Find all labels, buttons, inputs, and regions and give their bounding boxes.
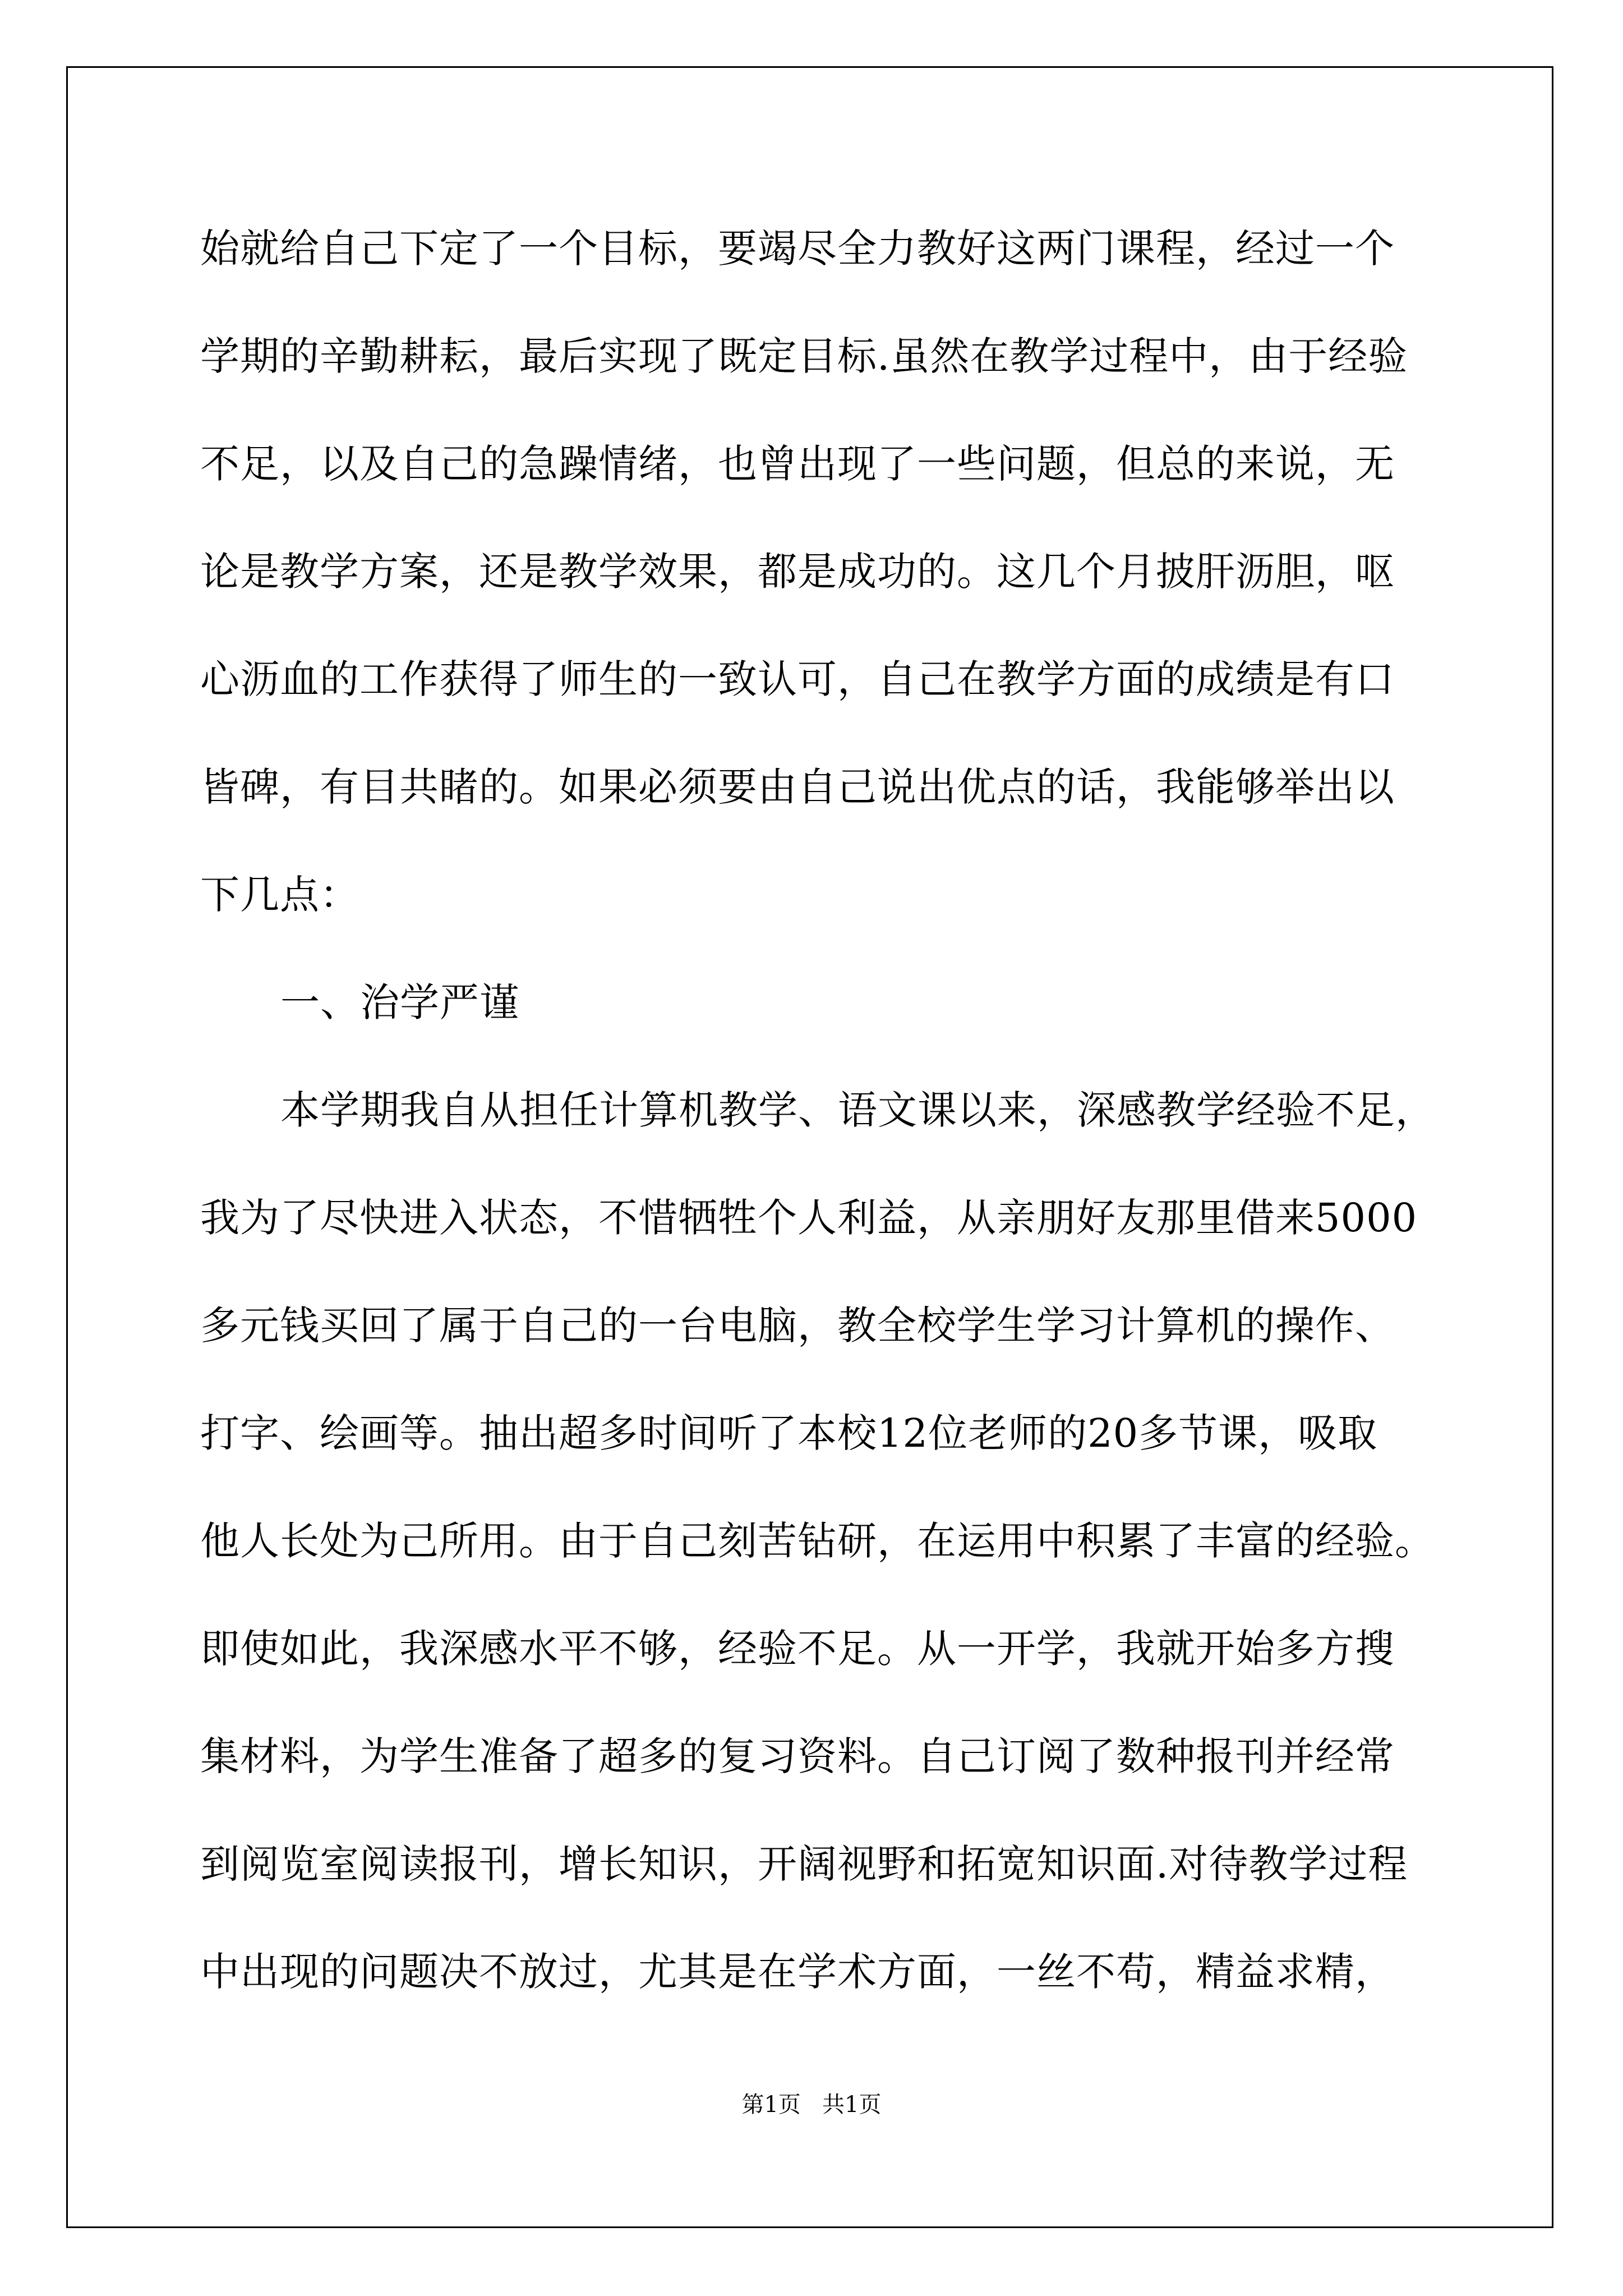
page-border (66, 66, 1553, 2228)
body-text-line: 心沥血的工作获得了师生的一致认可，自己在教学方面的成绩是有口 (200, 656, 1395, 702)
body-text-line: 不足，以及自己的急躁情绪，也曾出现了一些问题，但总的来说，无 (200, 441, 1395, 487)
body-text-line: 中出现的问题决不放过，尤其是在学术方面，一丝不苟，精益求精， (200, 1949, 1395, 1995)
body-text-line: 他人长处为己所用。由于自己刻苦钻研，在运用中积累了丰富的经验。 (200, 1518, 1435, 1564)
body-text-line: 下几点： (200, 872, 359, 918)
body-text-line: 多元钱买回了属于自己的一台电脑，教全校学生学习计算机的操作、 (200, 1303, 1395, 1349)
body-text-line: 到阅览室阅读报刊，增长知识，开阔视野和拓宽知识面.对待教学过程 (200, 1841, 1408, 1887)
page-footer: 第1页 共1页 (741, 2092, 882, 2118)
body-text-line: 论是教学方案，还是教学效果，都是成功的。这几个月披肝沥胆，呕 (200, 549, 1395, 595)
body-text-line: 集材料，为学生准备了超多的复习资料。自己订阅了数种报刊并经常 (200, 1733, 1395, 1779)
body-text-line: 我为了尽快进入状态，不惜牺牲个人利益，从亲朋好友那里借来5000 (200, 1195, 1418, 1241)
body-text-line: 始就给自己下定了一个目标，要竭尽全力教好这两门课程，经过一个 (200, 226, 1395, 272)
body-text-line: 打字、绘画等。抽出超多时间听了本校12位老师的20多节课，吸取 (200, 1410, 1378, 1456)
body-text-line: 皆碑，有目共睹的。如果必须要由自己说出优点的话，我能够举出以 (200, 764, 1395, 810)
body-text-line: 即使如此，我深感水平不够，经验不足。从一开学，我就开始多方搜 (200, 1626, 1395, 1672)
section-heading: 一、治学严谨 (280, 979, 519, 1025)
body-text-line: 本学期我自从担任计算机教学、语文课以来，深感教学经验不足， (280, 1087, 1435, 1133)
body-text-line: 学期的辛勤耕耘，最后实现了既定目标.虽然在教学过程中，由于经验 (200, 333, 1408, 379)
